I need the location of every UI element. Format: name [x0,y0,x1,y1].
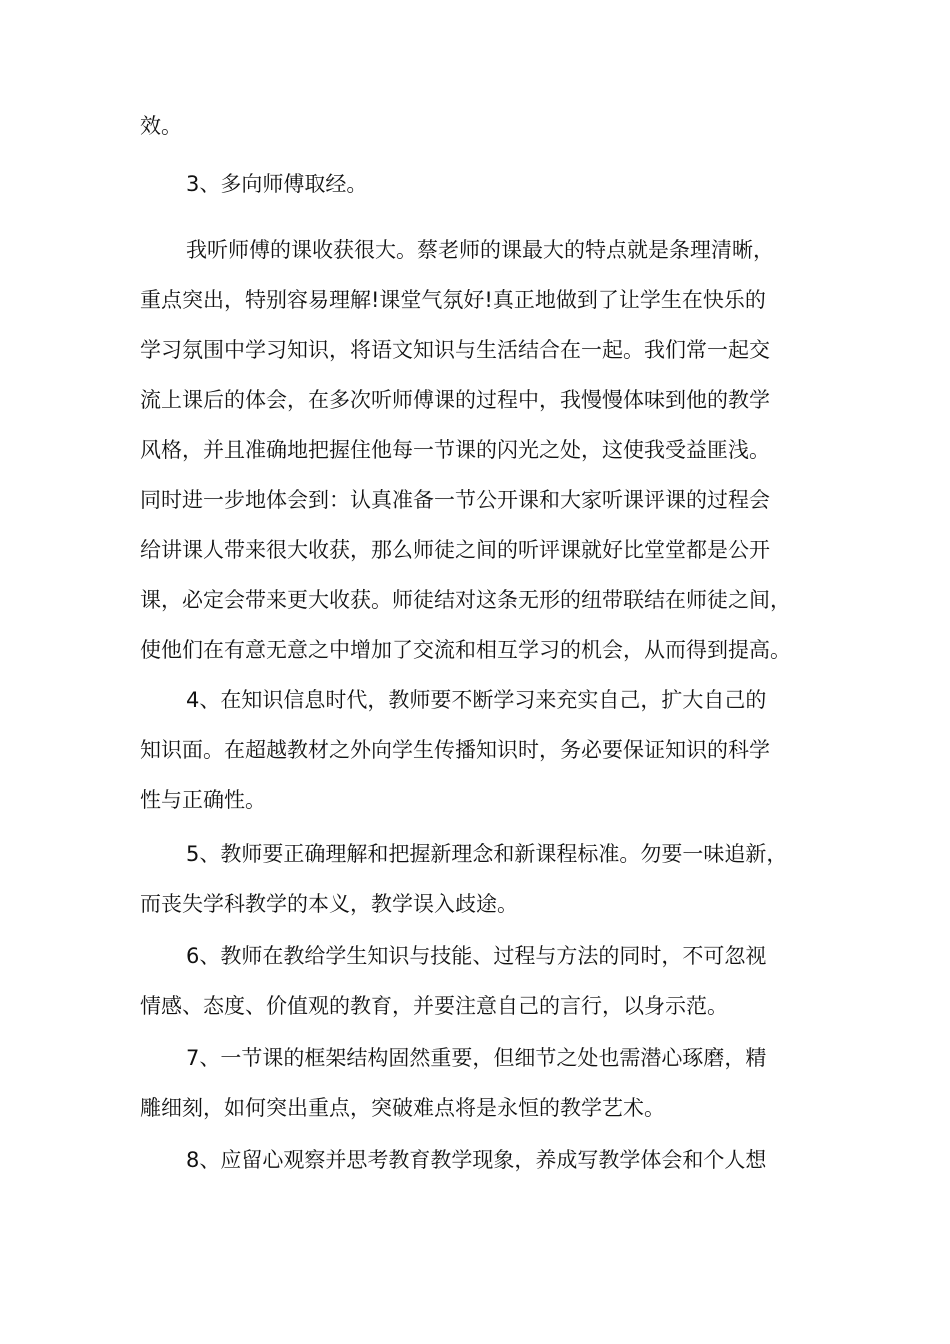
paragraph-line: 效。 [140,114,182,138]
item-6-line: 6、教师在教给学生知识与技能、过程与方法的同时，不可忽视 [186,944,767,968]
paragraph-line: 给讲课人带来很大收获，那么师徒之间的听评课就好比堂堂都是公开 [140,538,770,562]
paragraph-line: 同时进一步地体会到：认真准备一节公开课和大家听课评课的过程会 [140,488,770,512]
paragraph-line: 而丧失学科教学的本义，教学误入歧途。 [140,892,518,916]
paragraph-line: 知识面。在超越教材之外向学生传播知识时，务必要保证知识的科学 [140,738,770,762]
paragraph-line: 使他们在有意无意之中增加了交流和相互学习的机会，从而得到提高。 [140,638,791,662]
paragraph-line: 风格，并且准确地把握住他每一节课的闪光之处，这使我受益匪浅。 [140,438,770,462]
paragraph-line: 课，必定会带来更大收获。师徒结对这条无形的纽带联结在师徒之间， [140,588,791,612]
item-7-line: 7、一节课的框架结构固然重要，但细节之处也需潜心琢磨，精 [186,1046,767,1070]
item-heading-3: 3、多向师傅取经。 [186,172,368,196]
item-5-line: 5、教师要正确理解和把握新理念和新课程标准。勿要一味追新， [186,842,788,866]
paragraph-line: 流上课后的体会，在多次听师傅课的过程中，我慢慢体味到他的教学 [140,388,770,412]
paragraph-line: 我听师傅的课收获很大。蔡老师的课最大的特点就是条理清晰， [186,238,774,262]
paragraph-line: 性与正确性。 [140,788,266,812]
paragraph-line: 情感、态度、价值观的教育，并要注意自己的言行，以身示范。 [140,994,728,1018]
paragraph-line: 学习氛围中学习知识，将语文知识与生活结合在一起。我们常一起交 [140,338,770,362]
item-8-line: 8、应留心观察并思考教育教学现象，养成写教学体会和个人想 [186,1148,767,1172]
paragraph-line: 雕细刻，如何突出重点，突破难点将是永恒的教学艺术。 [140,1096,665,1120]
item-4-line: 4、在知识信息时代，教师要不断学习来充实自己，扩大自己的 [186,688,767,712]
paragraph-line: 重点突出，特别容易理解!课堂气氛好!真正地做到了让学生在快乐的 [140,288,766,312]
